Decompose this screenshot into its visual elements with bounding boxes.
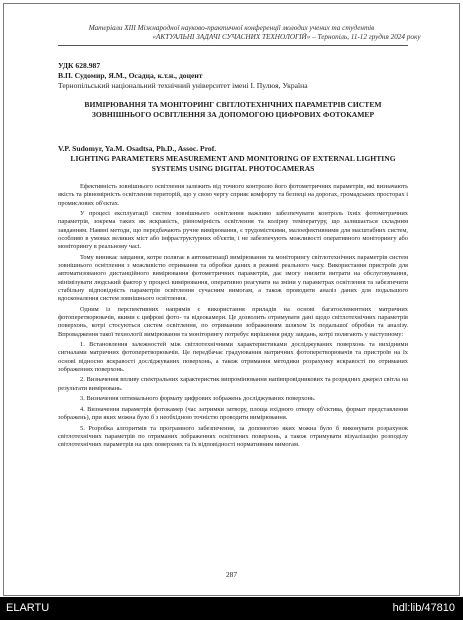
document-page	[4, 4, 459, 595]
udk-code: УДК 628.987	[58, 61, 101, 70]
paragraph: Ефективність зовнішнього освітлення залежить від точного контролю його фотометричних параметрів, які визначають якість та рівномірність освітлення територій, що у свою чергу сприяє комфорту та безпеці на дорогах, громадських просторах і промислових об'єктах.	[58, 183, 408, 207]
authors-english: V.P. Sudomyr, Ya.M. Osadtsa, Ph.D., Assoc. Prof.	[58, 144, 217, 153]
paragraph: У процесі експлуатації систем зовнішнього освітлення важливо забезпечувати контроль їхніх фотометричних параметрів, зокрема таких як яскравість, рівномірність освітлення та колірну температуру, що залишається складним завданням. Наявні методи, що передбачають ручне вимірювання, є трудомісткими, малоефективними для масштабних систем, особливо в умовах великих міст або інфраструктурних об'єктів, і не забезпечують можливості оперативного моніторингу або моніторингу в реальному часі.	[58, 210, 408, 251]
conference-header-line2: «АКТУАЛЬНІ ЗАДАЧІ СУЧАСНИХ ТЕХНОЛОГІЙ» – Тернопіль, 11-12 грудня 2024 року	[152, 33, 421, 41]
paragraph: Тому виникає завдання, котре полягає в автоматизації вимірювання та моніторингу світлотехнічних параметрів систем зовнішнього освітлення з можливістю отримання та обробки даних в режимі реального часу. Використання пристроїв для автоматизованого дистанційного вимірювання фотометричних параметрів, дає змогу знизити витрати на обслуговування, мінімізувати людський фактор у процесі вимірювання, оперативно реагувати на зміни у параметрах освітлення та забезпечити стабільну відповідність параметрів освітлення сучасним вимогам, а також проводити аналіз даних для подальшого вдосконалення систем зовнішнього освітлення.	[58, 253, 408, 303]
affiliation: Тернопільський національний технічний університет імені І. Пулюя, Україна	[58, 81, 308, 90]
page-number: 287	[225, 570, 238, 579]
list-item-1: 1. Встановлення залежностей між світлотехнічними характеристиками досліджуваних поверхонь та вихідними сигналами матричних фотоперетворювачів. Це передбачає градуювання матричних фотоперетворювачів та пристроїв на їх основі відносно яскравості досліджуваних поверхонь, а також отримання методики розрахунку яскравості по отриманих зображеннях поверхонь.	[58, 341, 408, 373]
page-frame	[3, 3, 460, 596]
list-item-3: 3. Визначення оптимального формату цифрових зображень досліджуваних поверхонь.	[80, 395, 316, 403]
conference-header	[4, 24, 459, 42]
list-item-4: 4. Визначення параметрів фотокамер (час затримки затвору, площа вхідного отвору об'єктива, формат представлення зображень), при яких можна було б з необхідною точністю проводити вимірювання.	[58, 405, 408, 422]
conference-header-line1: Матеріали XIII Міжнародної науково-практичної конференції молодих учених та студентів	[88, 24, 375, 32]
repository-name[interactable]: ELARTU	[6, 602, 50, 614]
list-item-5: 5. Розробка алгоритмів та програмного забезпечення, за допомогою яких можна було б виконувати розрахунок світлотехнічних параметрів по отриманих зображеннях освітлених поверхонь, а також отримувати візуалізацію розподілу світлотехнічних параметрів на цих поверхнях та їх відповідності нормативним вимогам.	[58, 424, 408, 449]
repository-footer-bar	[0, 597, 463, 620]
list-item-2: 2. Визначення впливу спектральних характеристик випромінювання напівпровідникових та розрядних джерел світла на результати вимірювань.	[58, 376, 408, 392]
authors-ukrainian: В.П. Судомир, Я.М., Осадца, к.т.н., доцент	[58, 71, 203, 80]
article-body	[58, 183, 408, 452]
title-ukrainian: ВИМІРЮВАННЯ ТА МОНІТОРИНГ СВІТЛОТЕХНІЧНИХ ПАРАМЕТРІВ СИСТЕМ ЗОВНІШНЬОГО ОСВІТЛЕННЯ ЗА ДОПОМОГОЮ ЦИФРОВИХ ФОТОКАМЕР	[84, 100, 382, 120]
header-divider	[58, 45, 408, 46]
paragraph: Одним із перспективних напрямів є використання приладів на основі багатоелементних матричних фотоперетворювачів, якими є цифрові фото- та відеокамери. Це дозволить отримувати дані щодо світлотехнічних параметрів поверхонь, котрі стосуються систем освітлення, по отриманим зображенням шляхом їх подальшої обробки та аналізу. Впровадження такої технології вимірювання та моніторингу потребує вирішення ряду завдань, котрі полягають у наступному:	[58, 305, 408, 338]
handle-identifier[interactable]: hdl:lib/47810	[392, 602, 455, 614]
title-english: LIGHTING PARAMETERS MEASUREMENT AND MONITORING OF EXTERNAL LIGHTING SYSTEMS USING DIGITAL PHOTOCAMERAS	[70, 154, 396, 174]
